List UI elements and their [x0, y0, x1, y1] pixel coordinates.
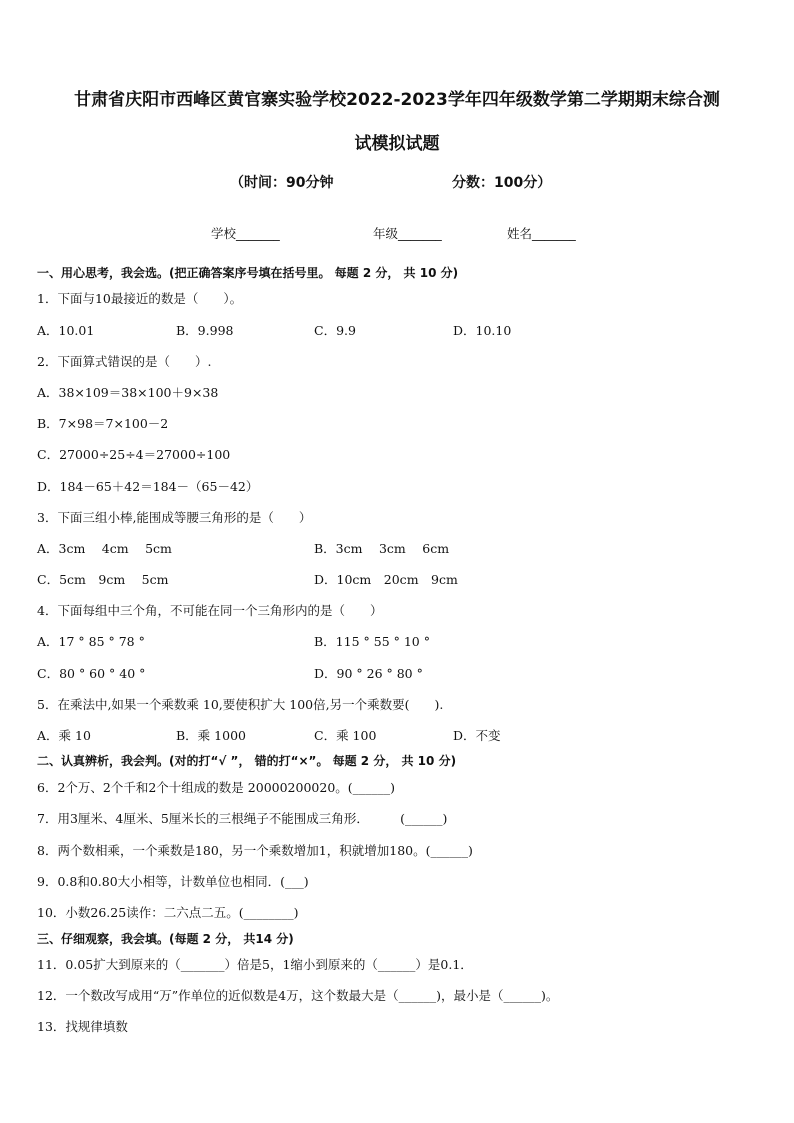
q1-option-c: C．9.9: [314, 323, 356, 338]
exam-title: [30, 78, 764, 166]
q9: 9．0.8和0.80大小相等，计数单位也相同．(___): [37, 874, 309, 889]
school-field: 学校_______: [211, 226, 280, 241]
q5-option-c: C．乘 100: [314, 728, 377, 743]
q13: 13．找规律填数: [37, 1019, 128, 1034]
grade-field: 年级_______: [373, 226, 442, 241]
q5-stem: 5．在乘法中,如果一个乘数乘 10,要使积扩大 100倍,另一个乘数要( ).: [37, 697, 444, 712]
title-line-1: 甘肃省庆阳市西峰区黄官寨实验学校2022-2023学年四年级数学第二学期期末综合测: [74, 90, 720, 110]
title-line-2: 试模拟试题: [354, 134, 440, 154]
q3-option-b: B．3cm 3cm 6cm: [314, 541, 450, 556]
q7: 7．用3厘米、4厘米、5厘米长的三根绳子不能围成三角形． (______): [37, 811, 448, 826]
q8: 8．两个数相乘，一个乘数是180，另一个乘数增加1，积就增加180。(______): [37, 843, 473, 858]
q2-stem: 2．下面算式错误的是（ ）.: [37, 354, 212, 369]
score-label: 分数：100分）: [452, 175, 552, 191]
section2-heading: 二、认真辨析，我会判。(对的打“√ ”， 错的打“×”。 每题 2 分， 共 10 分): [37, 754, 457, 768]
q4-option-b: B．115 ° 55 ° 10 °: [314, 634, 430, 649]
q6: 6．2个万、2个千和2个十组成的数是 20000200020。(______): [37, 780, 396, 795]
name-field: 姓名_______: [507, 226, 576, 241]
q1-option-b: B．9.998: [176, 323, 234, 338]
q1-option-d: D．10.10: [453, 323, 512, 338]
q12: 12．一个数改写成用“万”作单位的近似数是4万，这个数最大是（______)，最小是（______)。: [37, 988, 559, 1003]
q4-stem: 4．下面每组中三个角，不可能在同一个三角形内的是（ ）: [37, 603, 383, 618]
q5-option-a: A．乘 10: [37, 728, 91, 743]
q2-option-d: D．184－65＋42＝184－（65－42）: [37, 479, 259, 494]
q5-option-b: B．乘 1000: [176, 728, 246, 743]
q3-option-a: A．3cm 4cm 5cm: [37, 541, 172, 556]
q2-option-a: A．38×109＝38×100＋9×38: [37, 385, 219, 400]
q3-stem: 3．下面三组小棒,能围成等腰三角形的是（ ）: [37, 510, 312, 525]
q3-option-c: C．5cm 9cm 5cm: [37, 572, 169, 587]
time-label: （时间：90分钟: [230, 175, 334, 191]
q5-option-d: D．不变: [453, 728, 501, 743]
q1-stem: 1．下面与10最接近的数是（ ）。: [37, 291, 243, 306]
q1-option-a: A．10.01: [37, 323, 95, 338]
q4-option-c: C．80 ° 60 ° 40 °: [37, 666, 146, 681]
q4-option-d: D．90 ° 26 ° 80 °: [314, 666, 423, 681]
q11: 11．0.05扩大到原来的（_______）倍是5，1缩小到原来的（______）是0.1．: [37, 957, 473, 972]
q10: 10．小数26.25读作：二六点二五。(________): [37, 905, 299, 920]
q2-option-b: B．7×98＝7×100－2: [37, 416, 169, 431]
q3-option-d: D．10cm 20cm 9cm: [314, 572, 458, 587]
section3-heading: 三、仔细观察，我会填。(每题 2 分， 共14 分): [37, 932, 294, 946]
q4-option-a: A．17 ° 85 ° 78 °: [37, 634, 145, 649]
q2-option-c: C．27000÷25÷4＝27000÷100: [37, 447, 231, 462]
section1-heading: 一、用心思考，我会选。(把正确答案序号填在括号里。 每题 2 分， 共 10 分): [37, 266, 459, 280]
